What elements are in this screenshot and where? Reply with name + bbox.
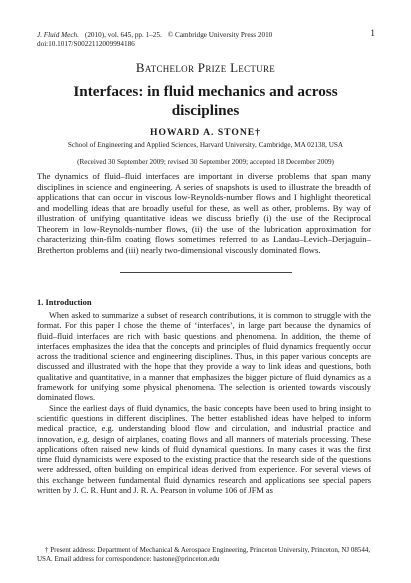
copyright: © Cambridge University Press 2010 [167,31,273,39]
footnote [37,546,371,564]
citation: (2010), vol. 645, pp. 1–25. [84,31,162,39]
author-affiliation: School of Engineering and Applied Sciences, Harvard University, Cambridge, MA 02138, USA [67,141,344,149]
journal-name: J. Fluid Mech. [37,31,79,39]
page-number: 1 [370,29,375,39]
abstract: The dynamics of fluid–fluid interfaces are important in diverse problems that span many disciplines in science and engineering. A series of snapshots is used to illustrate the breadth of applications that can occur in viscous low-Reynolds-number flows and I highlight theoretical and modelling ideas that are broadly useful for these, as well as other, problems. By way of illustration of unifying quantitative ideas we discuss briefly (i) the use of the Reciprocal Theorem in low-Reynolds-number flows, (ii) the use of the lubrication approximation for characterizing thin-film coating flows sometimes referred to as Landau–Levich–Derjaguin–Bretherton problems and (iii) nearly two-dimensional viscously dominated flows. [37,171,371,255]
doi: doi:10.1017/S0022112009994186 [37,40,135,48]
received-dates: (Received 30 September 2009; revised 30 September 2009; accepted 18 December 2009) [77,158,334,166]
body-text [37,311,371,496]
lecture-kicker-text: Batchelor Prize Lecture [135,60,276,75]
paper-title: Interfaces: in fluid mechanics and across disciplines [73,83,338,119]
author-name: HOWARD A. STONE† [150,127,261,138]
running-header [37,29,375,49]
abstract-divider [120,272,292,273]
paragraph: Since the earliest days of fluid dynamics, the basic concepts have been used to bring insight to scientific questions in different disciplines. The better established ideas have helped to inform medical practice, e.g. understanding blood flow and circulation, and industrial practice and innovation, e.g. design of airplanes, coating flows and all manners of materials processing. These applications often raised new kinds of fluid dynamical questions. In many cases it was the first time fluid dynamicists were exposed to the existing practice that the research side of the questions were addressed, often building on empirical ideas derived from experience. For several views of this exchange between fundamental fluid dynamics research and applications see special papers written by J. C. R. Hunt and J. R. A. Pearson in volume 106 of JFM as [37,403,371,496]
paragraph: When asked to summarize a subset of research contributions, it is common to struggle with the format. For this paper I chose the theme of ‘interfaces’, in large part because the dynamics of fluid–fluid interfaces are rich with basic questions and phenomena. In addition, the theme of interfaces emphasizes the idea that the concepts and principles of fluid dynamics frequently occur across the traditional science and engineering disciplines. Thus, in this paper various concepts are discussed and illustrated with the hope that they provide a way to link ideas and questions, both qualitative and quantitative, in a manner that emphasizes the bigger picture of fluid dynamics as a framework for unifying some physical phenomena. The selection is oriented towards viscously dominated flows. [37,311,371,403]
footnote-text: † Present address: Department of Mechanical & Aerospace Engineering, Princeton University, Princeton, NJ 08544, USA. Email address for correspondence: hastone@princeton.edu [37,546,371,563]
lecture-kicker [0,60,411,76]
section-heading: 1. Introduction [37,297,92,307]
